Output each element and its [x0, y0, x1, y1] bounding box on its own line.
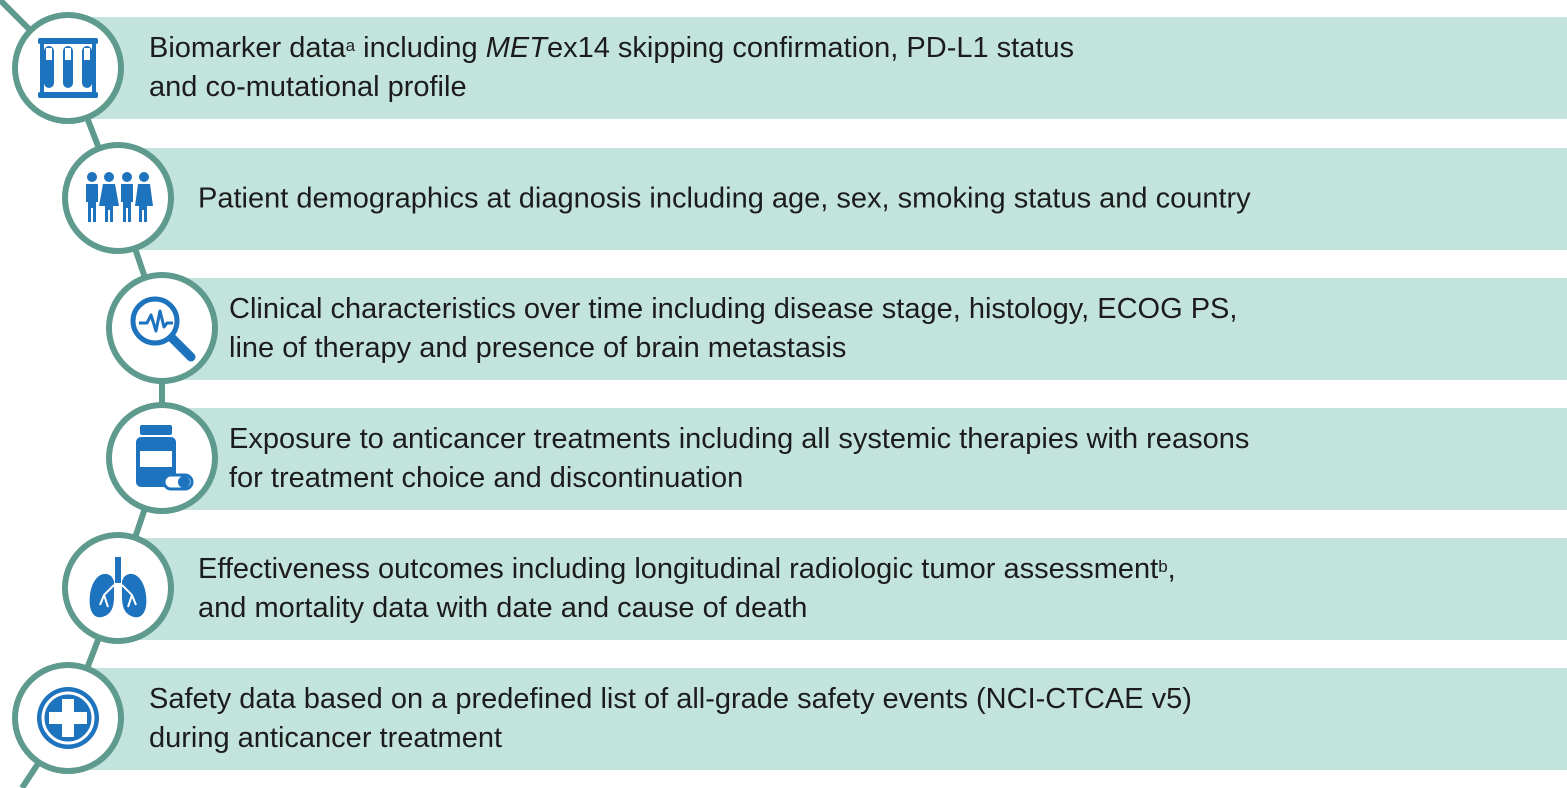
medicine-bottle-icon: [130, 423, 194, 493]
lungs-icon: [86, 555, 150, 621]
band-effectiveness-line2: and mortality data with date and cause of death: [198, 592, 808, 624]
band-effectiveness: [118, 538, 1567, 640]
band-biomarker-line2: and co-mutational profile: [149, 71, 467, 103]
band-demographics-line1: Patient demographics at diagnosis including age, sex, smoking status and country: [198, 182, 1251, 215]
circle-biomarker: [12, 12, 124, 124]
band-biomarker-line1: Biomarker data$^a$ including METex14 skipping confirmation, PD-L1 status: [149, 32, 1075, 64]
band-demographics: [118, 148, 1567, 250]
band-treatment-line1: Exposure to anticancer treatments including all systemic therapies with reasons: [229, 423, 1250, 455]
circle-clinical: [106, 272, 218, 384]
magnifier-heartbeat-icon: [127, 293, 197, 363]
band-biomarker: [68, 17, 1567, 119]
people-icon: [83, 171, 153, 225]
band-clinical-text: [229, 290, 1237, 368]
band-clinical-line1: Clinical characteristics over time including disease stage, histology, ECOG PS,: [229, 293, 1238, 325]
circle-effectiveness: [62, 532, 174, 644]
band-treatment-text: [229, 420, 1249, 498]
band-safety-line2: during anticancer treatment: [149, 722, 503, 754]
medical-cross-icon: [33, 683, 103, 753]
test-tubes-icon: [34, 34, 102, 102]
band-demographics-text: [198, 180, 1251, 219]
band-safety-line1: Safety data based on a predefined list of all-grade safety events (NCI-CTCAE v5): [149, 683, 1192, 715]
band-biomarker-text: [149, 29, 1074, 107]
band-effectiveness-line1: Effectiveness outcomes including longitudinal radiologic tumor assessment$^b$,: [198, 553, 1176, 585]
band-safety-text: [149, 680, 1192, 758]
circle-safety: [12, 662, 124, 774]
band-clinical: [162, 278, 1567, 380]
band-clinical-line2: line of therapy and presence of brain metastasis: [229, 332, 847, 364]
band-treatment-line2: for treatment choice and discontinuation: [229, 462, 744, 494]
circle-treatment: [106, 402, 218, 514]
band-safety: [68, 668, 1567, 770]
band-treatment: [162, 408, 1567, 510]
band-effectiveness-text: [198, 550, 1176, 628]
circle-demographics: [62, 142, 174, 254]
